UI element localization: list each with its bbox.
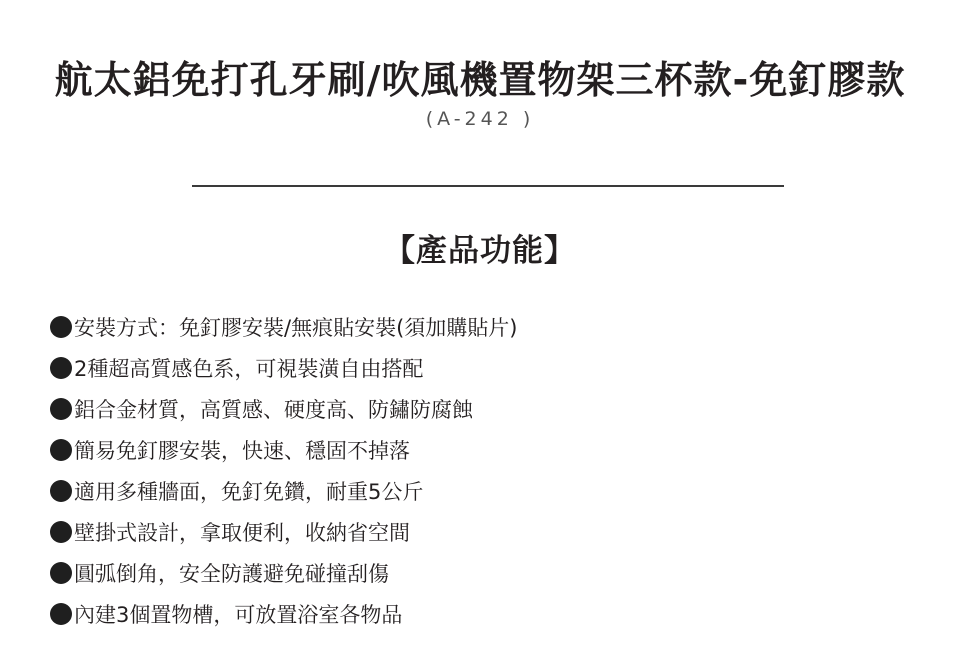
feature-item xyxy=(50,429,517,470)
model-number: (A-242 ) xyxy=(425,108,535,130)
bullet-dot-icon xyxy=(50,562,72,584)
feature-item xyxy=(50,388,517,429)
feature-list xyxy=(50,306,517,634)
feature-item xyxy=(50,470,517,511)
divider-line xyxy=(192,185,784,187)
feature-text: 內建3個置物槽，可放置浴室各物品 xyxy=(74,602,403,627)
feature-item xyxy=(50,552,517,593)
bullet-dot-icon xyxy=(50,439,72,461)
feature-item xyxy=(50,347,517,388)
feature-item xyxy=(50,593,517,634)
section-heading: 【產品功能】 xyxy=(384,233,576,269)
bullet-dot-icon xyxy=(50,357,72,379)
bullet-dot-icon xyxy=(50,398,72,420)
bullet-dot-icon xyxy=(50,603,72,625)
feature-item xyxy=(50,306,517,347)
feature-text: 2種超高質感色系，可視裝潢自由搭配 xyxy=(74,356,424,381)
feature-text: 簡易免釘膠安裝，快速、穩固不掉落 xyxy=(74,438,410,463)
feature-item xyxy=(50,511,517,552)
bullet-dot-icon xyxy=(50,521,72,543)
feature-text: 適用多種牆面，免釘免鑽，耐重5公斤 xyxy=(74,479,424,504)
product-title: 航太鋁免打孔牙刷/吹風機置物架三杯款-免釘膠款 xyxy=(54,58,906,102)
feature-text: 圓弧倒角，安全防護避免碰撞刮傷 xyxy=(74,561,389,586)
bullet-dot-icon xyxy=(50,316,72,338)
feature-text: 壁掛式設計，拿取便利，收納省空間 xyxy=(74,520,410,545)
bullet-dot-icon xyxy=(50,480,72,502)
feature-text: 鋁合金材質，高質感、硬度高、防鏽防腐蝕 xyxy=(74,397,473,422)
feature-text: 安裝方式：免釘膠安裝/無痕貼安裝(須加購貼片) xyxy=(74,315,518,340)
